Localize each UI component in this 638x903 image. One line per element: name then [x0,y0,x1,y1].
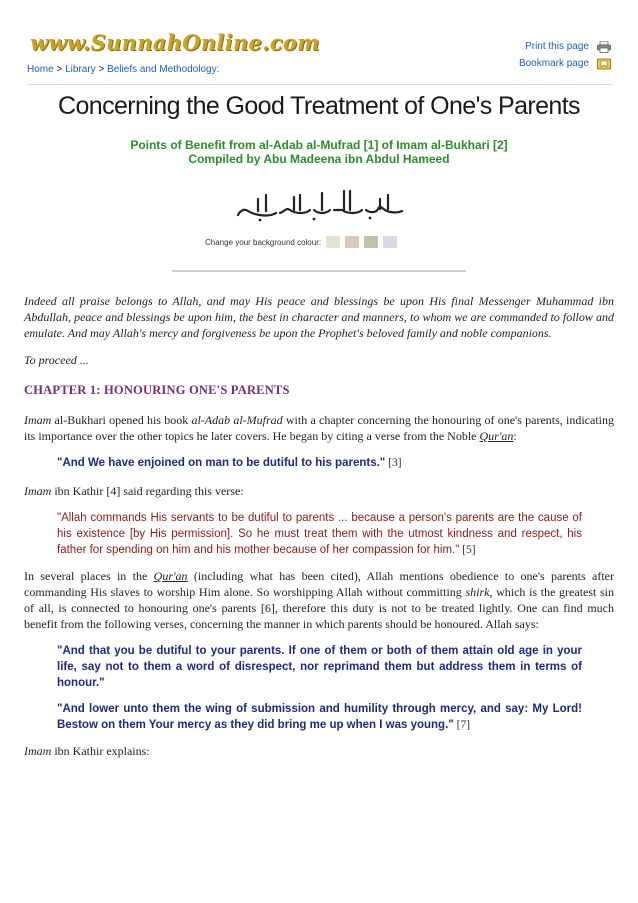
subtitle-source: Points of Benefit from al-Adab al-Mufrad [1] of Imam al-Bukhari [2] [130,138,508,152]
body-paragraph [24,483,614,499]
bookmark-page-link[interactable]: Bookmark page [518,58,589,69]
verse-quote [57,701,582,733]
breadcrumb-separator: > [95,64,108,75]
to-proceed-text: To proceed ... [24,353,89,367]
page-title: Concerning the Good Treatment of One's Parents [58,92,580,120]
quran-term: Qur'an [479,429,514,443]
body-paragraph [24,568,614,632]
breadcrumb-library-link[interactable]: Library [65,64,96,75]
text-run: with a chapter concerning the honouring of one's parents, indicating its importance over the other topics he later covers. He began by citing a verse from the Noble [24,413,614,443]
breadcrumb-section-link[interactable]: Beliefs and Methodology: [107,64,220,75]
imam-term: Imam [24,744,52,758]
breadcrumb-home-link[interactable]: Home [27,64,54,75]
text-run: : [513,429,517,443]
text-run: ibn Kathir explains: [51,744,150,758]
verse-text: "And lower unto them the wing of submission and humility through mercy, and say: My Lord! Bestow on them Your mercy as they did bring me up when I was young." [57,703,582,731]
body-paragraph [24,743,614,759]
verse-text: "And We have enjoined on man to be dutiful to his parents." [57,457,386,469]
footnote-ref-link[interactable]: [3] [385,457,402,469]
book-title: al-Adab al-Mufrad [191,413,283,427]
verse-quote: "And that you be dutiful to your parents. If one of them or both of them attain old age in your life, say not to them a word of disrespect, nor reprimand them but address them in terms of honour." [57,645,582,689]
print-page-link[interactable]: Print this page [525,41,589,52]
bismillah-calligraphy [230,183,410,223]
commentary-text: "Allah commands His servants to be dutiful to parents ... because a person's parents are the cause of his existence [by His permission]. So he must treat them with the utmost kindness and respect, his father for spending on him and his mother because of her compassion for him." [57,512,582,556]
site-logo[interactable]: www.SunnahOnline.com [30,30,320,55]
intro-paragraph: Indeed all praise belongs to Allah, and may His peace and blessings be upon His final Messenger Muhammad ibn Abdullah, peace and blessings be upon him, the best in character and manners, to whom we are commanded to follow and emulate. And may Allah's mercy and forgiveness be upon the Prophet's beloved family and noble companions. [24,294,614,340]
imam-term: Imam [24,413,52,427]
footnote-ref-link[interactable]: [7] [453,719,471,731]
colour-swatch[interactable] [383,236,397,248]
background-colour-picker [205,236,397,248]
chapter-heading: CHAPTER 1: HONOURING ONE'S PARENTS [24,383,290,397]
breadcrumb [27,64,219,75]
breadcrumb-separator: > [53,64,66,75]
colour-swatch[interactable] [326,236,340,248]
text-run: (including what has been cited), Allah mentions obedience to one's parents after commanding His slaves to worship Him alone. So worshipping Allah without committing [24,569,615,599]
verse-quote [57,455,614,471]
body-paragraph [24,412,614,444]
subtitle-author: Compiled by Abu Madeena ibn Abdul Hameed [188,152,450,166]
section-divider [172,270,466,272]
page-tools [519,38,610,72]
colour-swatch[interactable] [345,236,359,248]
background-colour-label: Change your background colour: [205,237,322,247]
quran-term: Qur'an [153,569,188,583]
colour-swatch[interactable] [364,236,378,248]
text-run: , which is the greatest sin of all, is connected to honouring one's parents [6], therefore this duty is not to be treated lightly. One can find much benefit from the following verses, concerning the manner in which parents should be honoured. Allah says: [24,585,615,631]
text-run: al-Bukhari opened his book [51,413,192,427]
footnote-ref-link[interactable]: [5] [459,544,476,556]
imam-term: Imam [24,484,52,498]
printer-icon[interactable] [597,41,610,52]
text-run: ibn Kathir [4] said regarding this verse: [51,484,244,498]
header-divider [27,84,613,85]
commentary-quote [57,510,582,558]
shirk-term: shirk [465,585,490,599]
text-run: In several places in the [24,569,154,583]
article-subtitle [0,138,638,166]
bookmark-icon[interactable] [597,58,610,69]
article-body [24,293,614,770]
